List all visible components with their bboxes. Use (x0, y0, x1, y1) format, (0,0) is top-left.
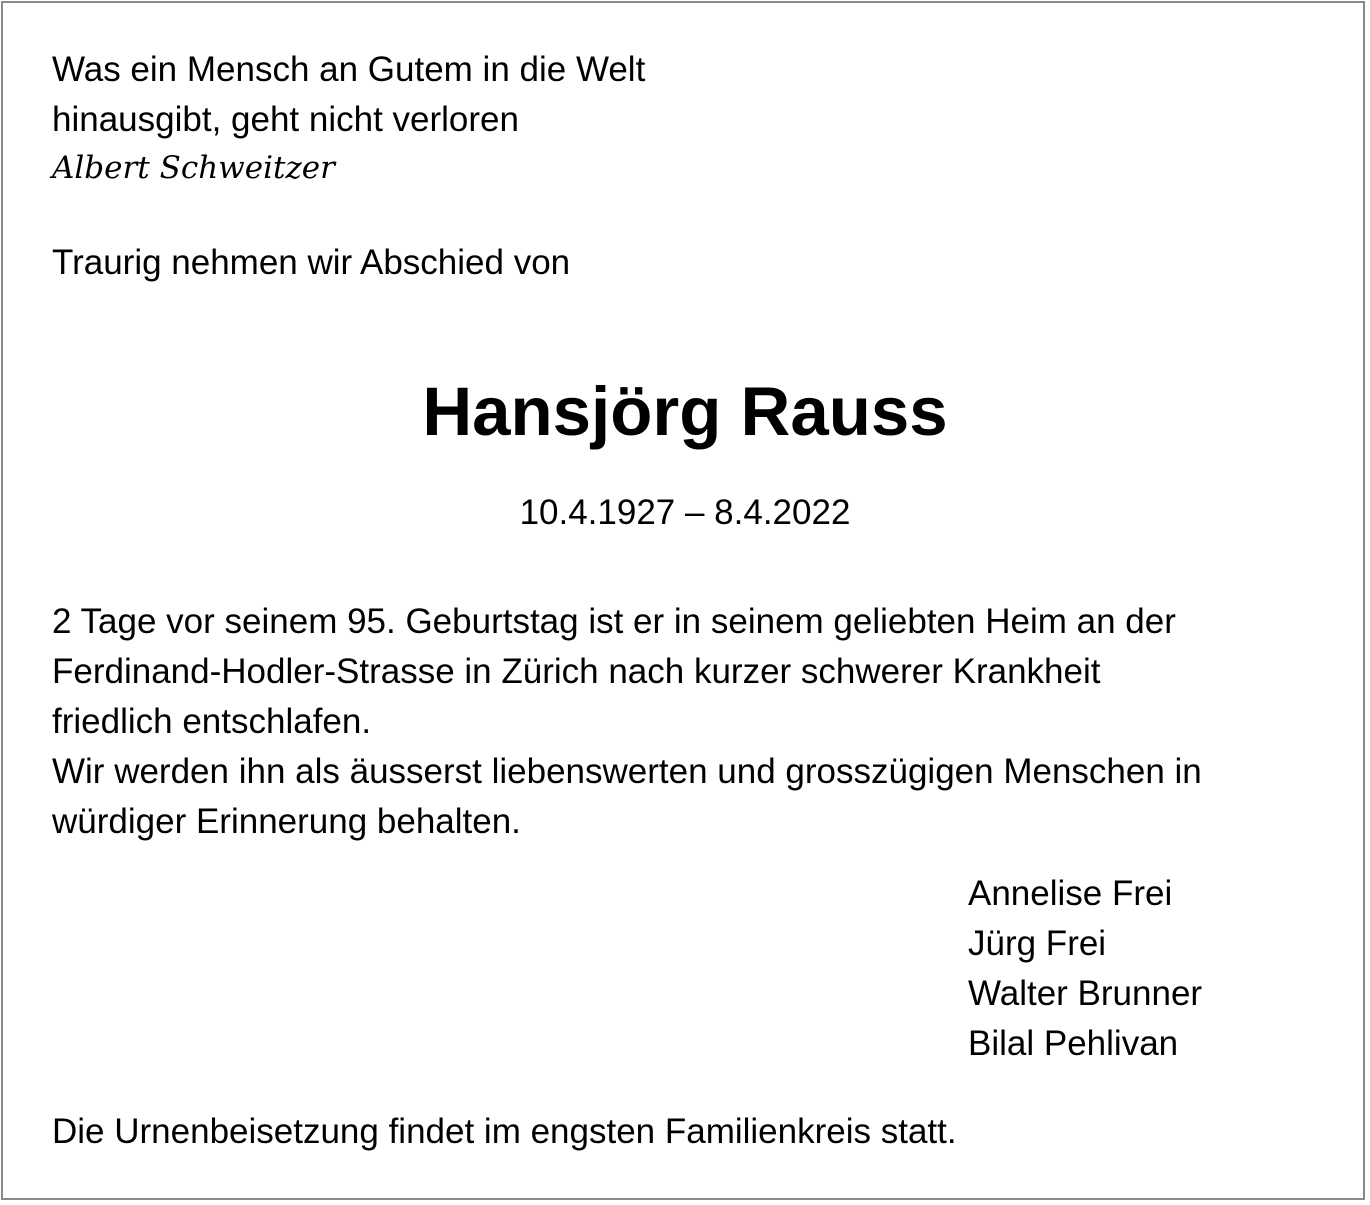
quote-line-2: hinausgibt, geht nicht verloren (52, 100, 519, 139)
message-line-2: Ferdinand-Hodler-Strasse in Zürich nach kurzer schwerer Krankheit (52, 652, 1101, 691)
life-dates: 10.4.1927 – 8.4.2022 (519, 493, 851, 532)
quote-line-1: Was ein Mensch an Gutem in die Welt (52, 50, 646, 89)
signatory-name: Jürg Frei (968, 924, 1107, 963)
message-line-3: friedlich entschlafen. (52, 702, 372, 741)
signatory-name: Walter Brunner (968, 974, 1203, 1013)
closing-note: Die Urnenbeisetzung findet im engsten Familienkreis statt. (52, 1112, 957, 1151)
message-line-4: Wir werden ihn als äusserst liebenswerten und grosszügigen Menschen in (52, 752, 1202, 791)
message-line-1: 2 Tage vor seinem 95. Geburtstag ist er in seinem geliebten Heim an der (52, 602, 1176, 641)
quote-author: Albert Schweitzer (52, 150, 335, 186)
signatory-name: Annelise Frei (968, 874, 1173, 913)
message-line-5: würdiger Erinnerung behalten. (52, 802, 521, 841)
signatory-name: Bilal Pehlivan (968, 1024, 1179, 1063)
intro-text: Traurig nehmen wir Abschied von (52, 243, 571, 282)
deceased-name: Hansjörg Rauss (422, 373, 948, 450)
